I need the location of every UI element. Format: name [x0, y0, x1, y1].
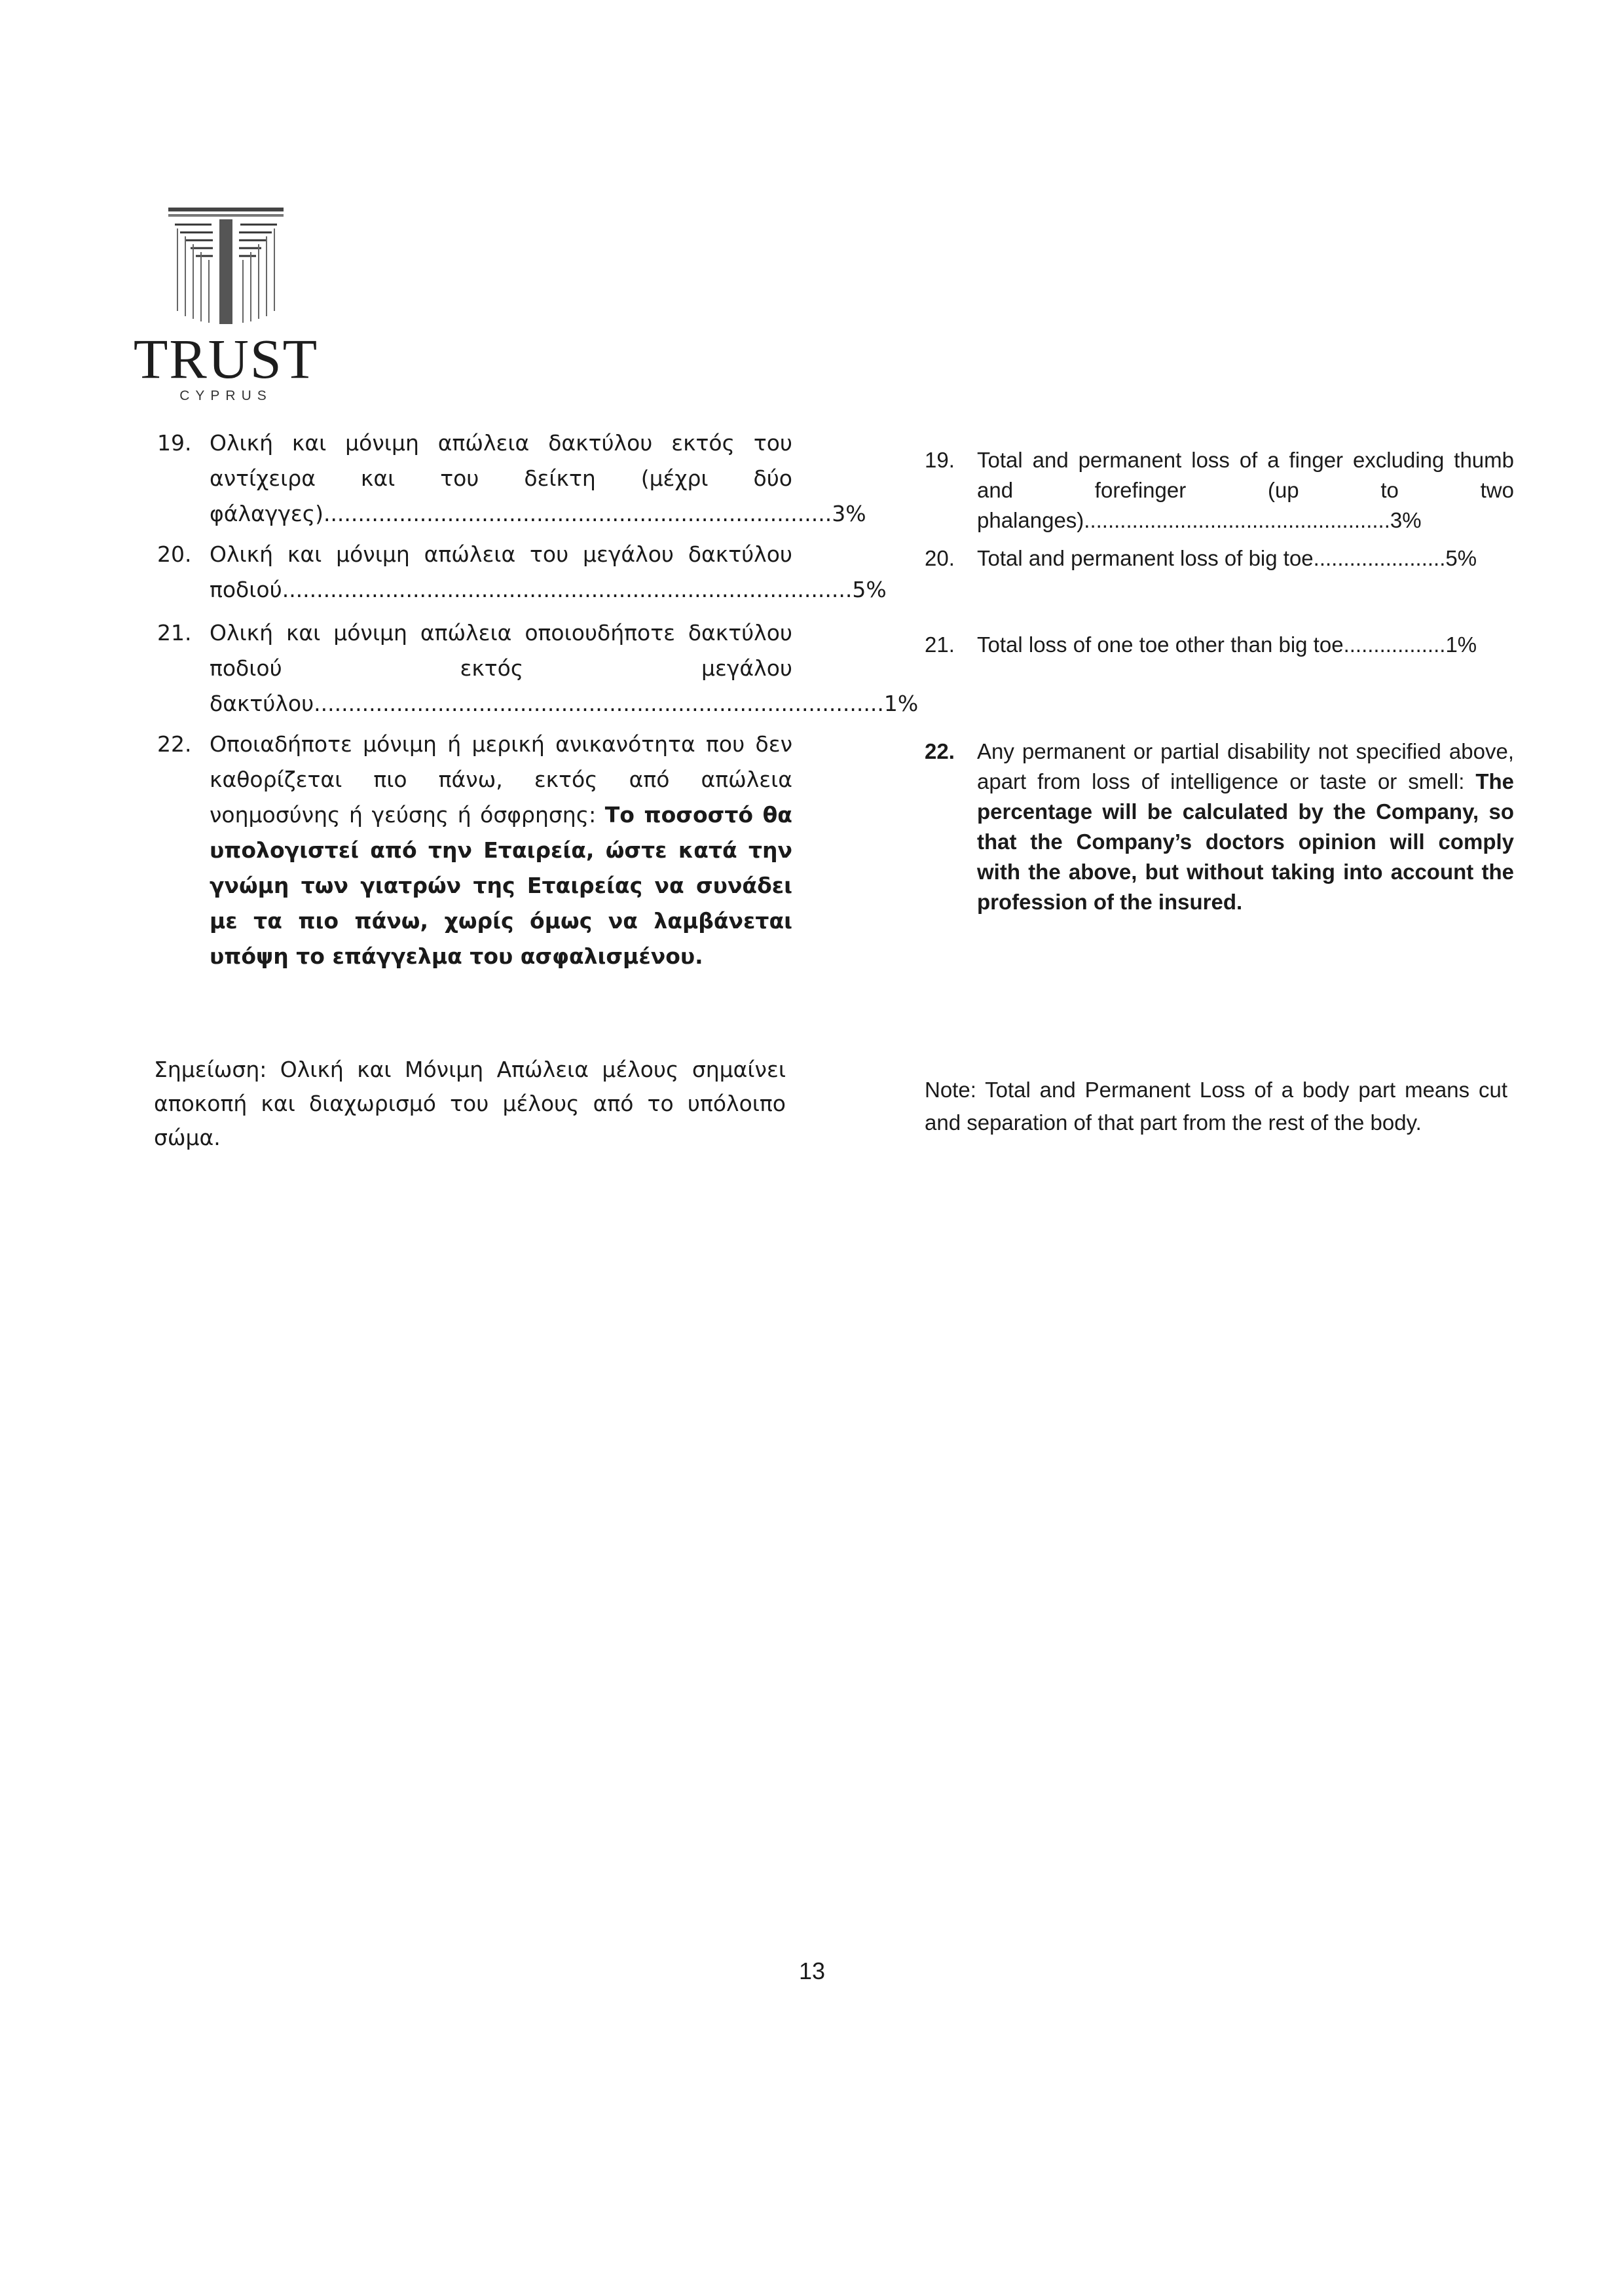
item-number: 22. — [157, 731, 192, 757]
item-text: Any permanent or partial disability not specified above, apart from loss of intelligence or taste or smell: — [977, 739, 1514, 793]
item-text: Ολική και μόνιμη απώλεια του μεγάλου δακτύλου ποδιού — [210, 541, 792, 602]
item-percentage: 3% — [832, 501, 866, 526]
english-item-20: 20. Total and permanent loss of big toe......................5% — [925, 543, 1514, 574]
greek-item-20: 20. Ολική και μόνιμη απώλεια του μεγάλου δακτύλου ποδιού...................................................................................5% — [157, 537, 792, 608]
item-percentage: 1% — [883, 691, 919, 716]
logo-subtitle: CYPRUS — [179, 388, 272, 403]
item-text: Ολική και μόνιμη απώλεια δακτύλου εκτός του αντίχειρα και του δείκτη (μέχρι δύο φάλαγγες) — [210, 430, 792, 526]
columns-emblem-icon — [128, 200, 324, 331]
item-percentage: 5% — [852, 577, 887, 602]
item-number: 21. — [157, 620, 192, 646]
item-percentage: 3% — [1390, 508, 1422, 532]
item-text: Ολική και μόνιμη απώλεια οποιουδήποτε δακτύλου ποδιού εκτός μεγάλου δακτύλου — [210, 620, 792, 716]
item-number: 19. — [925, 448, 955, 472]
item-number: 20. — [925, 546, 955, 570]
item-bold-text: The percentage will be calculated by the Company, so that the Company’s doctors opinion will comply with the above, but without taking into account the profession of the insured. — [977, 769, 1514, 914]
item-text: Total loss of one toe other than big toe — [977, 632, 1344, 657]
greek-item-22 — [157, 727, 792, 974]
trust-cyprus-logo — [128, 200, 324, 409]
page-number: 13 — [798, 1958, 826, 1984]
english-item-21: 21. Total loss of one toe other than big toe.................1% — [925, 630, 1514, 660]
greek-note: Σημείωση: Ολική και Μόνιμη Απώλεια μέλους σημαίνει αποκοπή και διαχωρισμό του μέλους από το υπόλοιπο σώμα. — [154, 1057, 786, 1150]
item-number: 20. — [157, 541, 192, 567]
item-percentage: 5% — [1445, 546, 1477, 570]
item-text: Total and permanent loss of big toe — [977, 546, 1314, 570]
greek-item-21: 21. Ολική και μόνιμη απώλεια οποιουδήποτε δακτύλου ποδιού εκτός μεγάλου δακτύλου...................................................................................1% — [157, 615, 792, 721]
greek-item-19: 19. Ολική και μόνιμη απώλεια δακτύλου εκτός του αντίχειρα και του δείκτη (μέχρι δύο φάλαγγες)..........................................................................3% — [157, 426, 792, 532]
item-text: Total and permanent loss of a finger excluding thumb and forefinger (up to two phalanges) — [977, 448, 1514, 532]
english-item-19: 19. Total and permanent loss of a finger excluding thumb and forefinger (up to two phalanges)...................................................3% — [925, 445, 1514, 536]
item-number: 21. — [925, 632, 955, 657]
logo-wordmark: TRUST — [133, 327, 319, 390]
item-bold-text: Το ποσοστό θα υπολογιστεί από την Εταιρεία, ώστε κατά την γνώμη των γιατρών της Εταιρείας να συνάδει με τα πιο πάνω, χωρίς όμως να λαμβάνεται υπόψη το επάγγελμα του ασφαλισμένου. — [210, 802, 792, 969]
item-number: 19. — [157, 430, 192, 456]
item-percentage: 1% — [1445, 632, 1477, 657]
item-number: 22. — [925, 739, 955, 763]
english-note: Note: Total and Permanent Loss of a body part means cut and separation of that part from the rest of the body. — [925, 1078, 1507, 1135]
english-item-22 — [925, 737, 1514, 917]
item-text: Οποιαδήποτε μόνιμη ή μερική ανικανότητα που δεν καθορίζεται πιο πάνω, εκτός από απώλεια νοημοσύνης ή γεύσης ή όσφρησης: — [210, 731, 792, 828]
